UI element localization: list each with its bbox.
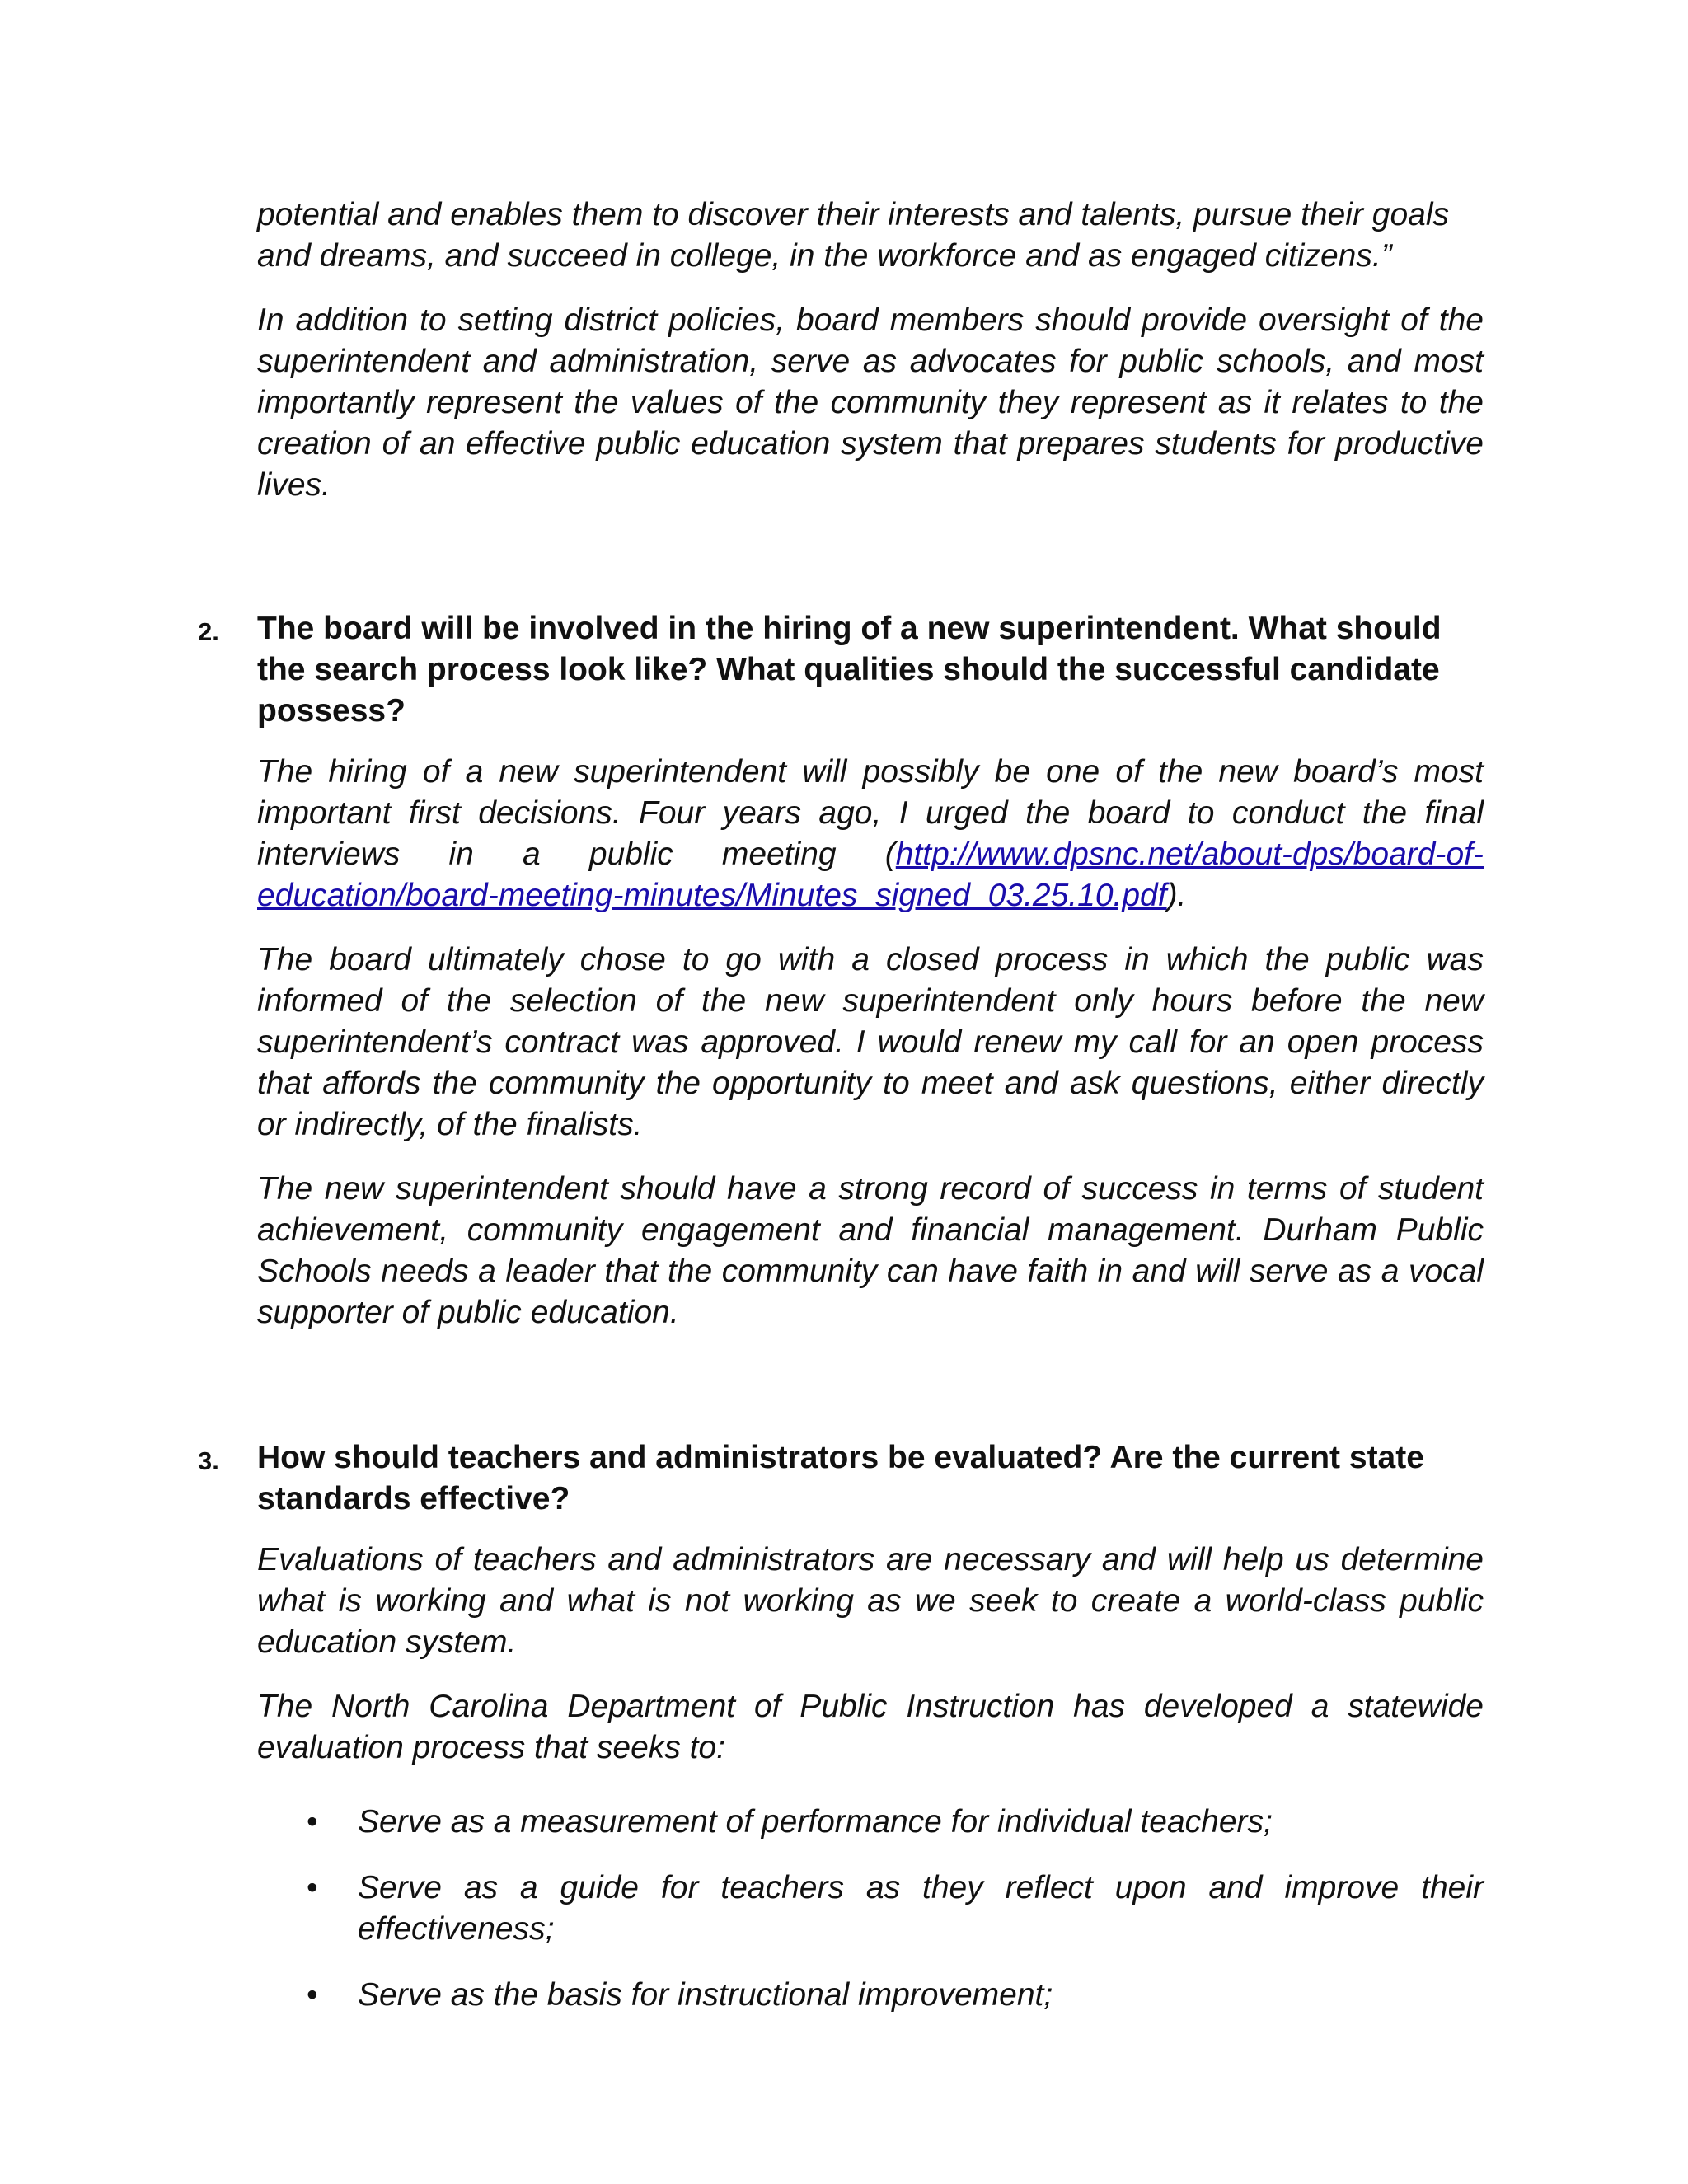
question-3 [198,1437,1484,1520]
question-3-text: How should teachers and administrators be evaluated? Are the current state standards effective? [257,1440,1424,1516]
board-minutes-link[interactable]: http://www.dpsnc.net/about-dps/board-of-education/board-meeting-minutes/Minutes_signed_03.25.10.pdf [257,837,1484,913]
q3-answer-paragraph-1: Evaluations of teachers and administrators are necessary and will help us determine what is working and what is not working as we seek to create a world-class public education system. [257,1542,1484,1660]
list-item-text: Serve as a measurement of performance for individual teachers; [358,1804,1273,1840]
bullet-icon: • [307,1977,318,2013]
list-item-text: Serve as a guide for teachers as they reflect upon and improve their effectiveness; [358,1870,1484,1947]
list-item [257,1802,1484,1843]
intro-paragraph-continuation: potential and enables them to discover their interests and talents, pursue their goals and dreams, and succeed in college, in the workforce and as engaged citizens.” [257,197,1450,274]
question-2-number: 2. [198,617,219,646]
list-item-text: Serve as the basis for instructional improvement; [358,1977,1053,2013]
document-body [198,194,1484,2041]
list-item [257,1868,1484,1950]
q2-answer-paragraph-2: The board ultimately chose to go with a closed process in which the public was informed of the selection of the new superintendent only hours before the new superintendent’s contract was approved. I would renew my call for an open process that affords the community the opportunity to meet and ask questions, either directly or indirectly, of the finalists. [257,942,1484,1142]
list-item [257,1975,1484,2016]
question-2-text: The board will be involved in the hiring of a new superintendent. What should the search process look like? What qualities should the successful candidate possess? [257,611,1442,729]
evaluation-goals-list [257,1802,1484,2016]
question-2 [198,608,1484,732]
bullet-icon: • [307,1870,318,1905]
q2-answer-1-close: ). [1166,878,1187,913]
intro-paragraph-board-role: In addition to setting district policies, board members should provide oversight of the superintendent and administration, serve as advocates for public schools, and most importantly represent the values of the community they represent as it relates to the creation of an effective public education system that prepares students for productive lives. [257,302,1484,503]
q2-answer-paragraph-3: The new superintendent should have a strong record of success in terms of student achievement, community engagement and financial management. Durham Public Schools needs a leader that the community can have faith in and will serve as a vocal supporter of public education. [257,1171,1484,1330]
q2-answer-paragraph-1 [257,752,1484,916]
q2-answer-1-text: The hiring of a new superintendent will possibly be one of the new board’s most important first decisions. Four years ago, I urged the board to conduct the final interviews in a public meeting ( [257,754,1484,872]
q3-answer-paragraph-2: The North Carolina Department of Public Instruction has developed a statewide evaluation process that seeks to: [257,1689,1484,1765]
question-3-number: 3. [198,1446,219,1475]
bullet-icon: • [307,1804,318,1840]
